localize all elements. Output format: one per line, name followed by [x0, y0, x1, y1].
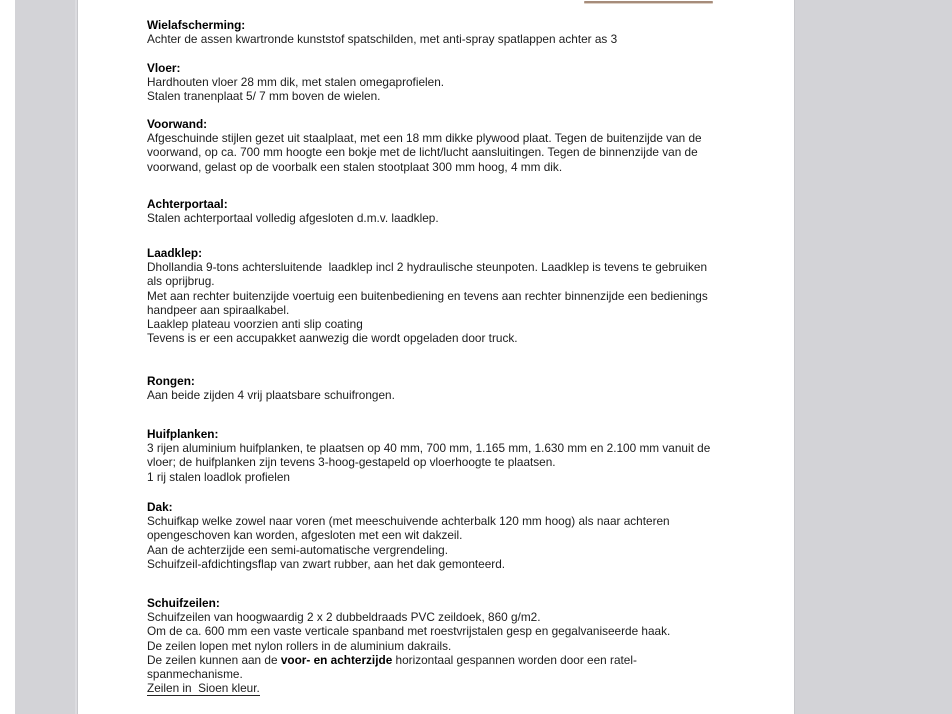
section-vloer: [147, 61, 767, 104]
text-line: Hardhouten vloer 28 mm dik, met stalen omegaprofielen.: [147, 75, 445, 90]
section-heading: Voorwand:: [147, 117, 208, 131]
bold-text-segment: voor- en achterzijde: [280, 652, 393, 667]
text-line: 1 rij stalen loadlok profielen: [147, 469, 290, 484]
text-line-mixed: [147, 653, 767, 667]
text-line: Schuifzeil-afdichtingsflap van zwart rubber, aan het dak gemonteerd.: [147, 556, 506, 571]
text-line: 3 rijen aluminium huifplanken, te plaatsen op 40 mm, 700 mm, 1.165 mm, 1.630 mm en 2.100 mm vanuit de: [147, 441, 711, 456]
text-segment: De zeilen kunnen aan de: [147, 652, 281, 667]
text-line: Aan beide zijden 4 vrij plaatsbare schuifrongen.: [147, 388, 395, 403]
text-line: vloer; de huifplanken zijn tevens 3-hoog-gestapeld op vloerhoogte te plaatsen.: [147, 455, 556, 470]
text-line-underlined: [147, 681, 767, 696]
section-heading: Dak:: [147, 500, 173, 514]
text-line: Stalen achterportaal volledig afgesloten d.m.v. laadklep.: [147, 211, 439, 226]
section-schuifzeilen: [147, 596, 767, 696]
section-heading: Rongen:: [147, 374, 195, 388]
text-line: Schuifkap welke zowel naar voren (met meeschuivende achterbalk 120 mm hoog) als naar achteren: [147, 514, 670, 529]
section-heading: Wielafscherming:: [147, 18, 246, 32]
text-line: Laaklep plateau voorzien anti slip coating: [147, 317, 363, 332]
section-heading: Vloer:: [147, 61, 181, 75]
section-heading: Achterportaal:: [147, 197, 228, 211]
section-laadklep: [147, 246, 767, 345]
text-line: als oprijbrug.: [147, 274, 215, 289]
text-line: opengeschoven kan worden, afgesloten met een wit dakzeil.: [147, 528, 463, 543]
text-line: Met aan rechter buitenzijde voertuig een buitenbediening en tevens aan rechter binnenzijde een bedienings: [147, 288, 708, 303]
section-achterportaal: [147, 197, 767, 225]
text-line: voorwand, op ca. 700 mm hoogte een bokje met de licht/lucht aansluitingen. Tegen de binnenzijde van de: [147, 145, 698, 160]
cut-off-box-border: [584, 1, 713, 3]
text-line: Aan de achterzijde een semi-automatische vergrendeling.: [147, 542, 448, 557]
section-voorwand: [147, 117, 767, 174]
text-line: voorwand, gelast op de voorbalk een stalen stootplaat 300 mm hoog, 4 mm dik.: [147, 159, 563, 174]
section-huifplanken: [147, 427, 767, 484]
text-line: Dhollandia 9-tons achtersluitende laadklep incl 2 hydraulische steunpoten. Laadklep is tevens te gebruiken: [147, 260, 708, 275]
section-wielafscherming: [147, 18, 767, 46]
underlined-text: Zeilen in Sioen kleur.: [147, 681, 260, 696]
text-line: Tevens is er een accupakket aanwezig die wordt opgeladen door truck.: [147, 331, 518, 346]
text-line: Stalen tranenplaat 5/ 7 mm boven de wielen.: [147, 89, 381, 104]
text-line: spanmechanisme.: [147, 667, 243, 682]
text-line: Achter de assen kwartronde kunststof spatschilden, met anti-spray spatlappen achter as 3: [147, 32, 618, 47]
text-line: handpeer aan spiraalkabel.: [147, 302, 290, 317]
text-segment: horizontaal gespannen worden door een ratel-: [392, 652, 637, 667]
text-line: De zeilen lopen met nylon rollers in de aluminium dakrails.: [147, 638, 452, 653]
section-dak: [147, 500, 767, 571]
section-heading: Laadklep:: [147, 246, 203, 260]
section-heading: Huifplanken:: [147, 427, 219, 441]
text-line: Afgeschuinde stijlen gezet uit staalplaat, met een 18 mm dikke plywood plaat. Tegen de buitenzijde van de: [147, 131, 702, 146]
text-line: Schuifzeilen van hoogwaardig 2 x 2 dubbeldraads PVC zeildoek, 860 g/m2.: [147, 610, 541, 625]
text-line: Om de ca. 600 mm een vaste verticale spanband met roestvrijstalen gesp en gegalvaniseerde haak.: [147, 624, 671, 639]
section-heading: Schuifzeilen:: [147, 596, 220, 610]
section-rongen: [147, 374, 767, 402]
